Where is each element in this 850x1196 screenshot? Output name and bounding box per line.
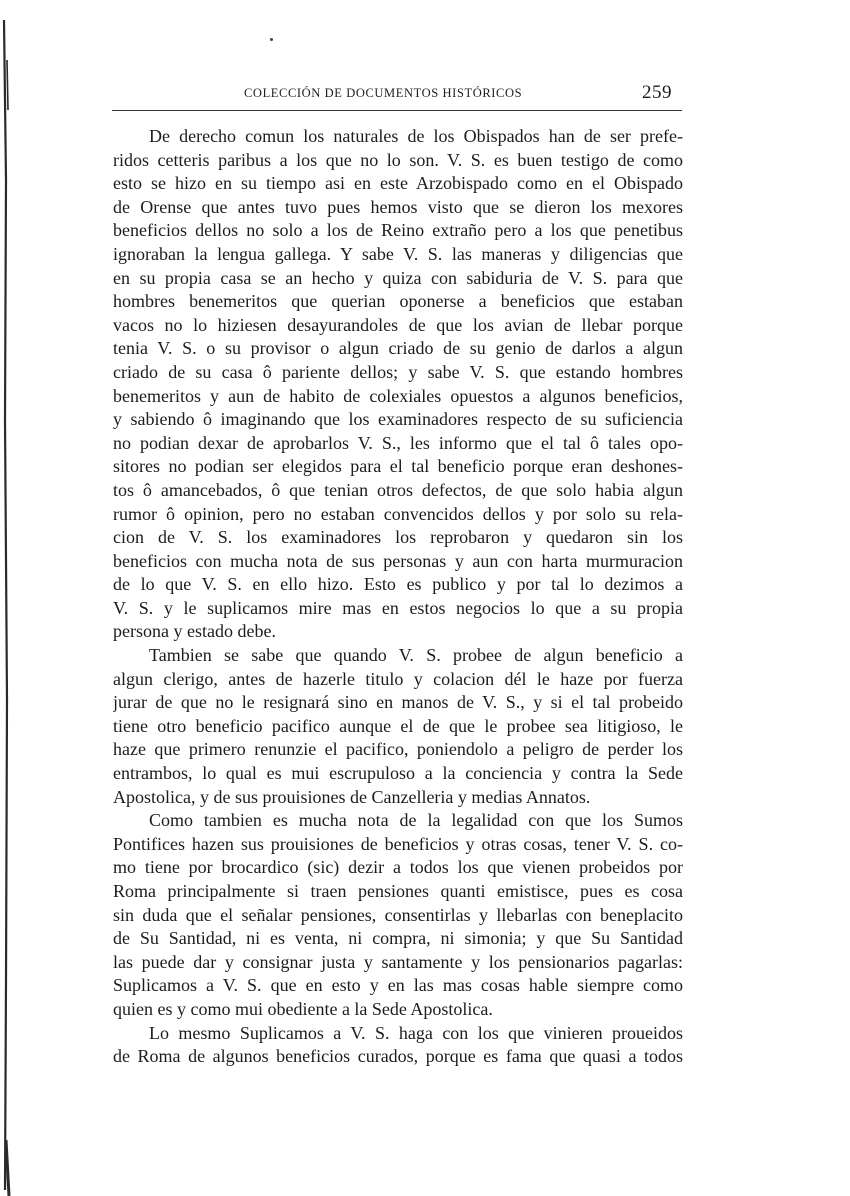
text-line: persona y estado debe.: [113, 621, 276, 642]
page-number: 259: [642, 82, 672, 103]
text-line: V. S. y le suplicamos mire mas en estos negocios lo que a su propia: [113, 597, 683, 618]
text-line: no podian dexar de aprobarlos V. S., les informo que el tal ô tales opo-: [113, 432, 683, 453]
text-line: cion de V. S. los examinadores los reprobaron y quedaron sin los: [113, 527, 683, 548]
text-line: quien es y como mui obediente a la Sede Apostolica.: [113, 998, 493, 1019]
text-line: tiene otro beneficio pacifico aunque el de que le probee sea litigioso, le: [113, 715, 683, 736]
text-line: Roma principalmente si traen pensiones quanti emistisce, pues es cosa: [113, 881, 683, 901]
text-line: Suplicamos a V. S. que en esto y en las mas cosas hable siempre como: [113, 975, 683, 996]
page-header: [112, 80, 682, 111]
text-line: las puede dar y consignar justa y santamente y los pensionarios pagarlas:: [113, 951, 683, 972]
text-line: en su propia casa se an hecho y quiza con sabiduria de V. S. para que: [113, 267, 683, 288]
text-line: ridos cetteris paribus a los que no lo son. V. S. es buen testigo de como: [113, 149, 683, 170]
text-line: benemeritos y aun de habito de colexiales opuestos a algunos beneficios,: [113, 385, 683, 406]
text-line: de Su Santidad, ni es venta, ni compra, ni simonia; y que Su Santidad: [113, 928, 683, 949]
text-line: algun clerigo, antes de hazerle titulo y colacion dél le haze por fuerza: [113, 668, 683, 689]
text-line: rumor ô opinion, pero no estaban convencidos dellos y por solo su rela-: [113, 503, 683, 524]
running-title: COLECCIÓN DE DOCUMENTOS HISTÓRICOS: [244, 86, 523, 100]
text-line: de Roma de algunos beneficios curados, porque es fama que quasi a todos: [113, 1046, 683, 1067]
text-line: esto se hizo en su tiempo asi en este Arzobispado como en el Obispado: [113, 173, 683, 194]
text-line: criado de su casa ô pariente dellos; y sabe V. S. que estando hombres: [113, 361, 683, 382]
text-line: de Orense que antes tuvo pues hemos visto que se dieron los mexores: [113, 196, 683, 217]
text-line: Lo mesmo Suplicamos a V. S. haga con los que vinieren proueidos: [149, 1022, 683, 1043]
text-line: Tambien se sabe que quando V. S. probee de algun beneficio a: [149, 645, 683, 666]
body-text: [113, 125, 683, 1069]
text-line: sitores no podian ser elegidos para el tal beneficio porque eran deshones-: [113, 456, 683, 477]
text-line: mo tiene por brocardico (sic) dezir a todos los que vienen probeidos por: [113, 857, 683, 878]
text-line: de lo que V. S. en ello hizo. Esto es publico y por tal lo dezimos a: [113, 574, 683, 595]
scan-speck: [270, 38, 273, 41]
scan-edge-mark: [0, 0, 12, 1196]
text-line: y sabiendo ô imaginando que los examinadores respecto de su suficiencia: [113, 409, 683, 430]
text-line: Pontifices hazen sus prouisiones de beneficios y otras cosas, tener V. S. co-: [113, 833, 683, 854]
text-line: hombres benemeritos que querian oponerse a beneficios que estaban: [113, 291, 683, 312]
text-line: De derecho comun los naturales de los Obispados han de ser prefe-: [149, 126, 683, 146]
text-line: sin duda que el señalar pensiones, consentirlas y llebarlas con beneplacito: [113, 904, 683, 925]
text-line: tenia V. S. o su provisor o algun criado de su genio de darlos a algun: [113, 338, 683, 359]
text-line: beneficios dellos no solo a los de Reino extraño pero a los que penetibus: [113, 220, 683, 241]
text-line: Como tambien es mucha nota de la legalidad con que los Sumos: [149, 810, 683, 831]
text-line: tos ô amancebados, ô que tenian otros defectos, de que solo habia algun: [113, 479, 683, 500]
text-line: ignoraban la lengua gallega. Y sabe V. S. las maneras y diligencias que: [113, 243, 683, 264]
text-line: jurar de que no le resignará sino en manos de V. S., y si el tal probeido: [113, 692, 683, 713]
text-line: vacos no lo hiziesen desayurandoles de que los avian de llebar porque: [113, 314, 683, 335]
text-line: beneficios con mucha nota de sus personas y aun con harta murmuracion: [113, 550, 683, 571]
text-line: Apostolica, y de sus prouisiones de Canzelleria y medias Annatos.: [113, 786, 591, 807]
text-line: haze que primero renunzie el pacifico, poniendolo a peligro de perder los: [113, 739, 683, 760]
text-line: entrambos, lo qual es mui escrupuloso a la conciencia y contra la Sede: [113, 763, 683, 784]
